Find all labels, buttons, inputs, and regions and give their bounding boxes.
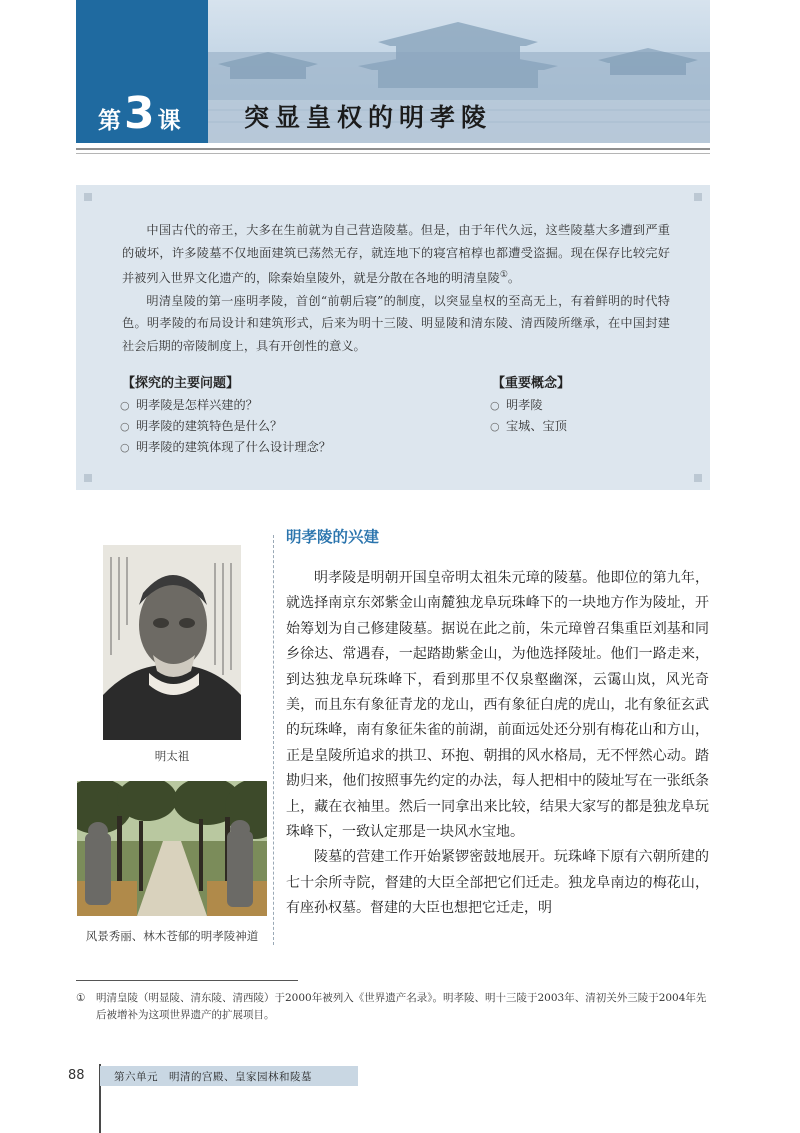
intro-paragraph: 明清皇陵的第一座明孝陵，首创“前朝后寝”的制度，以突显皇权的至高无上，有着鲜明的时代特色。明孝陵的布局设计和建筑形式，后来为明十三陵、明显陵和清东陵、清西陵所继承，在中国封建社会后期的帝陵制度上，具有开创性的意义。 (122, 293, 670, 353)
footnote (76, 990, 710, 1024)
corner-square (84, 474, 92, 482)
intro-box (76, 185, 710, 490)
list-item: ○ 明孝陵的建筑特色是什么？ (122, 416, 331, 437)
footnote-mark: ① (76, 992, 86, 1004)
lesson-number: 3 (124, 88, 155, 139)
column-divider (273, 535, 274, 945)
list-item: ○ 明孝陵 (492, 395, 570, 416)
body-paragraph: 明孝陵是明朝开国皇帝明太祖朱元璋的陵墓。他即位的第九年，就选择南京东郊紫金山南麓独龙阜玩珠峰下的一块地方作为陵址，开始筹划为自己修建陵墓。据说在此之前，朱元璋曾召集重臣刘基和同乡徐达、常遇春，一起踏勘紫金山，为他选择陵址。他们一路走来，到达独龙阜玩珠峰下，看到那里不仅泉壑幽深，云霭山岚，风光奇美，而且东有象征青龙的龙山，西有象征白虎的虎山，北有象征玄武的玩珠峰，南有象征朱雀的前湖，前面远处还分别有梅花山和方山，正是皇陵所追求的拱卫、环抱、朝揖的风水格局，无不怦然心动。踏勘归来，他们按照事先约定的办法，每人把相中的陵址写在一张纸条上，藏在衣袖里。然后一同拿出来比较，结果大家写的都是独龙阜玩珠峰下，一致认定那是一块风水宝地。 (286, 570, 709, 841)
spirit-way-photo (77, 781, 267, 916)
questions-heading: 【探究的主要问题】 (122, 376, 240, 391)
header-banner (76, 0, 710, 143)
intro-text (122, 219, 670, 357)
footnote-reference[interactable]: ① (499, 270, 508, 280)
concepts-heading: 【重要概念】 (492, 376, 571, 391)
list-item: ○ 明孝陵是怎样兴建的？ (122, 395, 331, 416)
list-item: ○ 明孝陵的建筑体现了什么设计理念？ (122, 437, 331, 458)
lesson-suffix: 课 (157, 108, 181, 134)
questions-list (122, 395, 331, 458)
corner-square (694, 474, 702, 482)
footnote-text: 明清皇陵（明显陵、清东陵、清西陵）于2000年被列入《世界遗产名录》。明孝陵、明十三陵于2003年、清初关外三陵于2004年先后被增补为这项世界遗产的扩展项目。 (96, 992, 707, 1021)
body-paragraph: 陵墓的营建工作开始紧锣密鼓地展开。玩珠峰下原有六朝所建的七十余所寺院，督建的大臣全部把它们迁走。独龙阜南边的梅花山，有座孙权墓。督建的大臣也想把它迁走，明 (286, 849, 709, 917)
page-title: 突显皇权的明孝陵 (244, 103, 493, 132)
lesson-number-box (76, 0, 208, 143)
corner-square (694, 193, 702, 201)
lesson-prefix: 第 (98, 108, 121, 134)
portrait-caption: 明太祖 (154, 749, 190, 763)
body-text (286, 566, 709, 922)
intro-paragraph-1-end: 。 (507, 271, 521, 286)
corner-square (84, 193, 92, 201)
photo-caption: 风景秀丽、林木苍郁的明孝陵神道 (85, 929, 259, 943)
intro-paragraph-1-text: 中国古代的帝王，大多在生前就为自己营造陵墓。但是，由于年代久远，这些陵墓大多遭到严重的破坏，许多陵墓不仅地面建筑已荡然无存，就连地下的寝宫棺椁也都遭受盗掘。现在保存比较完好并被列入世界文化遗产的，除秦始皇陵外，就是分散在各地的明清皇陵 (122, 223, 670, 286)
concepts-list (492, 395, 570, 437)
unit-title: 第六单元 明清的宫殿、皇家园林和陵墓 (114, 1071, 312, 1083)
section-title: 明孝陵的兴建 (286, 528, 380, 546)
questions-column (122, 373, 331, 458)
header-rule-thin (76, 153, 710, 154)
lesson-label (98, 88, 181, 139)
portrait-image (103, 545, 241, 740)
page-number: 88 (68, 1068, 85, 1083)
list-item: ○ 宝城、宝顶 (492, 416, 570, 437)
intro-paragraph (122, 219, 670, 290)
concepts-column (492, 373, 570, 437)
header-rule (76, 148, 710, 150)
footnote-rule (76, 980, 298, 981)
